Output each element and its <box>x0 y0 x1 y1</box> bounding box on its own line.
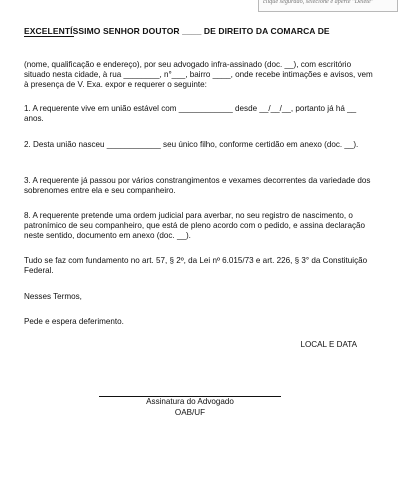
paragraph-8: 8. A requerente pretende uma ordem judicial para averbar, no seu registro de nascimento, o patronímico de seu companheiro, que está de pleno acordo com o pedido, e assina declaração neste sentido, documento em anexo (doc. __). <box>24 211 366 241</box>
document-heading: EXCELENTÍSSIMO SENHOR DOUTOR ____ DE DIREITO DA COMARCA DE <box>24 26 330 36</box>
paragraph-2: 2. Desta união nasceu ____________ seu único filho, conforme certidão em anexo (doc. __). <box>24 140 359 149</box>
paragraph-3: 3. A requerente já passou por vários constrangimentos e vexames decorrentes da variedade dos sobrenomes entre ela e seu companheiro. <box>24 176 371 196</box>
delete-tip-note: clique segurado, selecione e aperte "Delete" <box>258 0 398 12</box>
request-deferment: Pede e espera deferimento. <box>24 317 124 326</box>
heading-underline <box>24 36 74 37</box>
local-and-date: LOCAL E DATA <box>300 340 357 349</box>
closing-terms: Nesses Termos, <box>24 292 82 301</box>
paragraph-1: 1. A requerente vive em união estável com ____________ desde __/__/__, portanto já há __ anos. <box>24 104 357 124</box>
intro-paragraph: (nome, qualificação e endereço), por seu advogado infra-assinado (doc. __), com escritório situado nesta cidade, à rua ________, n°___, bairro ____, onde recebe intimações e avisos, vem à presença de V. Exa. expor e requerer o seguinte: <box>24 60 373 90</box>
lawyer-signature-label: Assinatura do Advogado <box>146 397 234 406</box>
oab-uf-label: OAB/UF <box>174 408 206 417</box>
legal-basis-paragraph: Tudo se faz com fundamento no art. 57, § 2º, da Lei nº 6.015/73 e art. 226, § 3° da Constituição Federal. <box>24 256 368 276</box>
